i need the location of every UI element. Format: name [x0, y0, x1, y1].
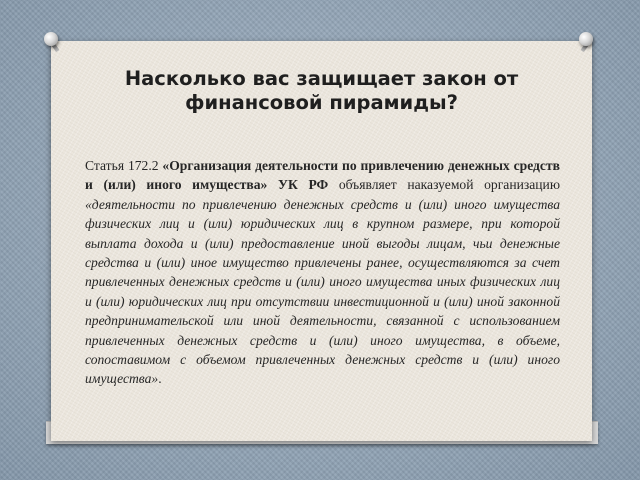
article-verb: объявляет наказуемой организацию [328, 177, 560, 193]
slide-title: Насколько вас защищает закон от финансовой пирамиды? [124, 67, 519, 114]
article-end: . [158, 371, 162, 387]
pushpin-icon [44, 32, 58, 46]
article-paragraph [85, 156, 560, 389]
article-quote: «деятельности по привлечению денежных средств и (или) иного имущества физических лиц и (или) юридических лиц в крупном размере, при которой выплата дохода и (или) предоставление иной выгоды лицам, чьи денежные средства и (или) иное имущество привлечены ранее, осуществляются за счет привлеченных денежных средств и (или) иного имущества иных физических лиц и (или) юридических лиц при отсутствии инвестиционной и (или) иной законной предпринимательской или иной деятельности, связанной с использованием привлеченных денежных средств и (или) иного имущества, в объеме, сопоставимом с объемом привлеченных денежных средств и (или) иного имущества» [85, 196, 560, 387]
article-name: «Организация деятельности по привлечению денежных средств и (или) иного имущества» УК РФ [85, 158, 560, 193]
article-prefix: Статья 172.2 [85, 158, 163, 173]
pushpin-icon [579, 32, 593, 46]
